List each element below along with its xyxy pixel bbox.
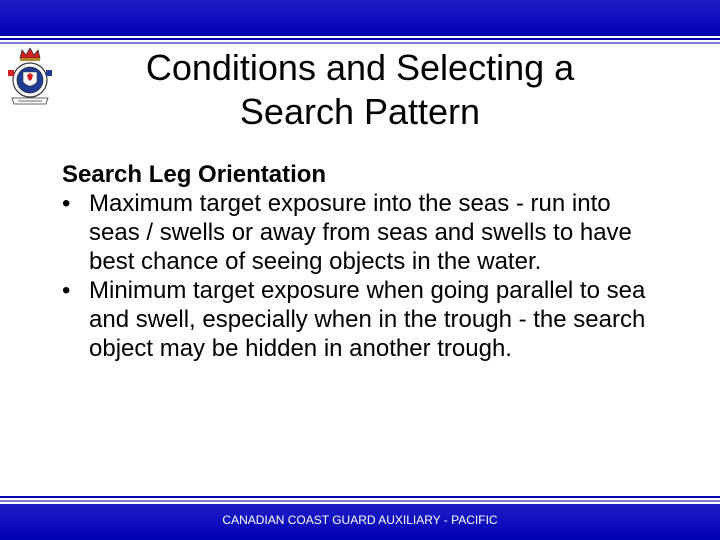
bullet-marker: • xyxy=(62,277,71,304)
bullet-item xyxy=(62,189,702,276)
coast-guard-auxiliary-crest-icon xyxy=(6,46,54,110)
top-divider xyxy=(0,38,720,40)
title-line-1: Conditions and Selecting a xyxy=(145,47,575,88)
section-heading: Search Leg Orientation xyxy=(62,161,327,188)
bottom-divider-light xyxy=(0,500,720,502)
bottom-divider xyxy=(0,496,720,498)
bullet-marker: • xyxy=(62,190,71,217)
top-divider-light xyxy=(0,42,720,44)
bullet-text: Maximum target exposure into the seas - run into seas / swells or away from seas and swells to have best chance of seeing objects in the water. xyxy=(89,190,632,275)
title-line-2: Search Pattern xyxy=(239,91,481,132)
top-band xyxy=(0,0,720,36)
bullet-text: Minimum target exposure when going parallel to sea and swell, especially when in the trough - the search object may be hidden in another trough. xyxy=(89,277,646,362)
footer-text: CANADIAN COAST GUARD AUXILIARY - PACIFIC xyxy=(222,513,498,527)
slide-body xyxy=(62,160,702,363)
slide-title xyxy=(60,46,660,134)
bullet-item xyxy=(62,276,702,363)
